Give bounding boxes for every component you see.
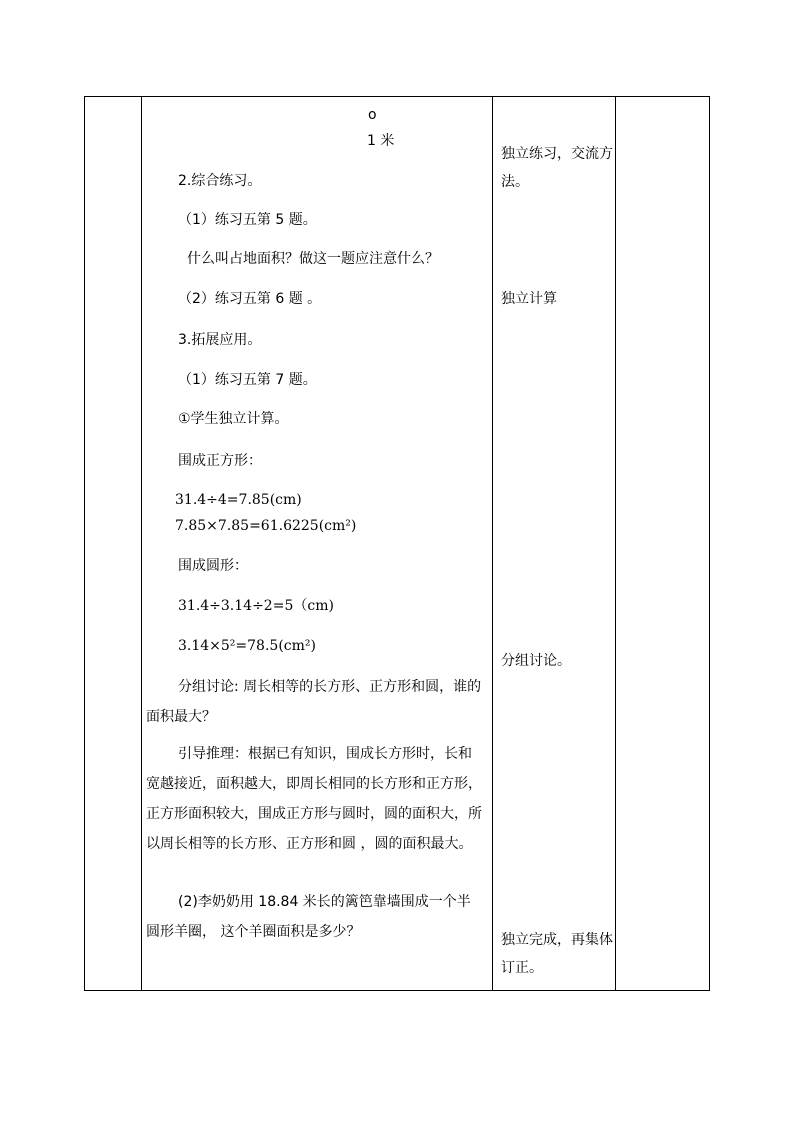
lesson-table	[84, 96, 710, 991]
circle-label: 围成圆形：	[178, 558, 248, 574]
student-activity-cell	[493, 97, 615, 990]
item-extension: 3.拓展应用。	[178, 332, 262, 348]
item-exercise-6: （2）练习五第 6 题 。	[178, 291, 322, 307]
note-group-discussion: 分组讨论。	[501, 653, 571, 669]
square-label: 围成正方形：	[178, 453, 262, 469]
circle-calc-1: 31.4÷3.14÷2=5（cm)	[178, 598, 334, 614]
column-stage	[85, 97, 142, 990]
square-calc-1: 31.4÷4=7.85(cm)	[175, 492, 302, 508]
reasoning-paragraph: 引导推理：根据已有知识，围成长方形时，长和宽越接近，面积越大，即周长相同的长方形和正方形，正方形面积较大，围成正方形与圆时，圆的面积大，所以周长相等的长方形、正方形和圆 ，圆的面积最大。	[146, 746, 482, 852]
circle-mark: o	[368, 107, 377, 123]
note-independent-calc: 独立计算	[501, 291, 557, 307]
one-meter-label: 1 米	[367, 133, 395, 149]
discussion-paragraph: 分组讨论: 周长相等的长方形、正方形和圆，谁的面积最大？	[146, 679, 482, 725]
note-independent-practice: 独立练习，交流方法。	[501, 146, 613, 190]
question-land-area: 什么叫占地面积？做这一题应注意什么？	[187, 251, 439, 267]
item-exercise-7: （1）练习五第 7 题。	[178, 372, 317, 388]
teaching-process-cell	[142, 97, 492, 990]
circle-calc-2: 3.14×5²=78.5(cm²)	[178, 638, 316, 654]
item-exercise-5: （1）练习五第 5 题。	[178, 212, 317, 228]
step-independent-calc: ①学生独立计算。	[178, 411, 289, 427]
note-complete-and-correct: 独立完成，再集体订正。	[501, 932, 613, 976]
item-comprehensive-practice: 2.综合练习。	[178, 173, 262, 189]
item-sheep-pen-problem: (2)李奶奶用 18.84 米长的篱笆靠墙围成一个半圆形羊圈， 这个羊圈面积是多少？	[146, 894, 471, 940]
square-calc-2: 7.85×7.85=61.6225(cm²)	[175, 518, 357, 534]
